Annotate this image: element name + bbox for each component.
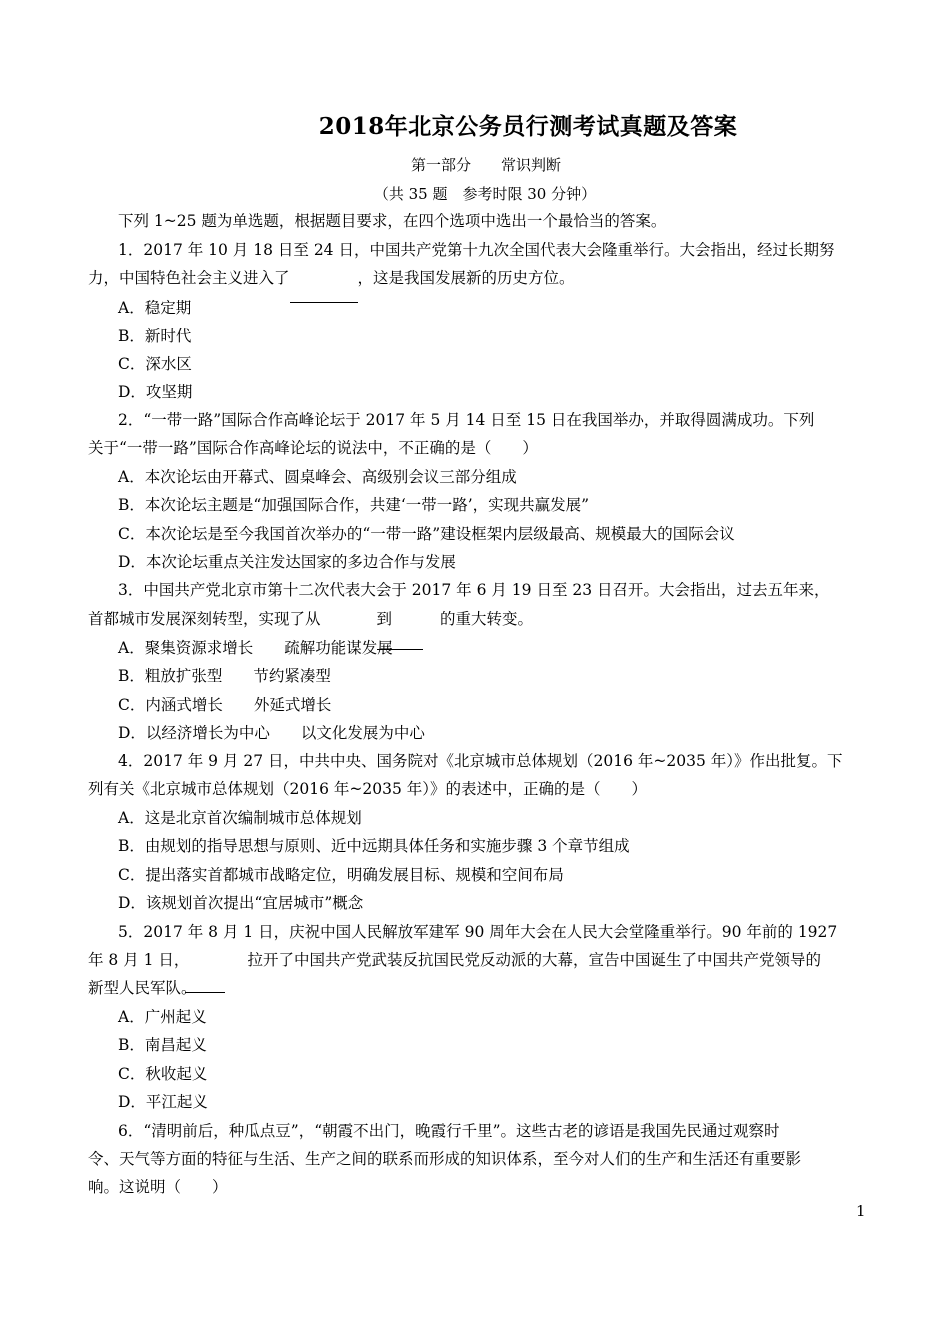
question-4-option-b: B．由规划的指导思想与原则、近中远期具体任务和实施步骤 3 个章节组成 (118, 837, 630, 855)
question-1-option-c: C．深水区 (118, 355, 192, 373)
question-2-stem-line-2: 关于“一带一路”国际合作高峰论坛的说法中，不正确的是（ ） (88, 439, 538, 457)
question-4-option-c: C．提出落实首都城市战略定位，明确发展目标、规模和空间布局 (118, 866, 564, 884)
page-title: 2018年北京公务员行测考试真题及答案 (318, 113, 738, 140)
question-4-option-d: D．该规划首次提出“宜居城市”概念 (118, 894, 364, 912)
question-3-option-d: D．以经济增长为中心 以文化发展为中心 (118, 724, 425, 742)
question-3-stem-text: 首都城市发展深刻转型，实现了从 (88, 610, 321, 628)
question-6-stem-line-2: 令、天气等方面的特征与生活、生产之间的联系而形成的知识体系，至今对人们的生产和生活还有重要影 (88, 1150, 802, 1168)
question-1-stem-line-1: 1．2017 年 10 月 18 日至 24 日，中国共产党第十九次全国代表大会隆重举行。大会指出，经过长期努 (118, 241, 835, 259)
question-4-option-a: A．这是北京首次编制城市总体规划 (118, 809, 362, 827)
question-6-stem-line-3: 响。这说明（ ） (88, 1178, 228, 1196)
question-1-option-a: A．稳定期 (118, 299, 192, 317)
question-2-stem-line-1: 2．“一带一路”国际合作高峰论坛于 2017 年 5 月 14 日至 15 日在我国举办，并取得圆满成功。下列 (118, 411, 815, 429)
question-1-option-d: D．攻坚期 (118, 383, 193, 401)
question-5-option-a: A．广州起义 (118, 1008, 207, 1026)
section-part: 第一部分 (410, 156, 471, 174)
question-5-stem-text: 年 8 月 1 日， (88, 951, 190, 969)
question-5-option-b: B．南昌起义 (118, 1036, 207, 1054)
question-5-option-d: D．平江起义 (118, 1093, 208, 1111)
question-2-option-d: D．本次论坛重点关注发达国家的多边合作与发展 (118, 553, 456, 571)
question-3-stem-text-mid: 到 (376, 610, 393, 628)
section-subtitle: （共 35 题 参考时限 30 分钟） (373, 185, 597, 203)
question-5-stem-line-3 (88, 978, 225, 998)
question-2-option-a: A．本次论坛由开幕式、圆桌峰会、高级别会议三部分组成 (118, 468, 517, 486)
section-name: 常识判断 (501, 156, 562, 174)
question-2-option-c: C．本次论坛是至今我国首次举办的“一带一路”建设框架内层级最高、规模最大的国际会议 (118, 525, 735, 543)
question-3-stem-line-1: 3．中国共产党北京市第十二次代表大会于 2017 年 6 月 19 日至 23 日召开。大会指出，过去五年来， (118, 581, 830, 599)
question-3-stem-line-2 (88, 609, 533, 629)
question-3-option-b: B．粗放扩张型 节约紧凑型 (118, 667, 331, 685)
question-4-stem-line-1: 4．2017 年 9 月 27 日，中共中央、国务院对《北京城市总体规划（2016 年~2035 年）》作出批复。下 (118, 752, 843, 770)
question-5-stem-text-line-3: 新型人民军队。 (88, 979, 197, 997)
question-5-stem-line-2 (88, 950, 821, 970)
question-3-option-a (118, 638, 423, 658)
instruction-text: 下列 1~25 题为单选题，根据题目要求，在四个选项中选出一个最恰当的答案。 (118, 212, 667, 230)
question-3-stem-text-end: 的重大转变。 (440, 610, 534, 628)
question-5-stem-text-end: 拉开了中国共产党武装反抗国民党反动派的大幕，宣告中国诞生了中国共产党领导的 (247, 951, 821, 969)
question-1-stem-text: 力，中国特色社会主义进入了 (88, 269, 290, 287)
question-1-option-b: B．新时代 (118, 327, 192, 345)
question-3-option-c: C．内涵式增长 外延式增长 (118, 696, 332, 714)
question-5-option-c: C．秋收起义 (118, 1065, 208, 1083)
question-5-stem-line-1: 5．2017 年 8 月 1 日，庆祝中国人民解放军建军 90 周年大会在人民大会堂隆重举行。90 年前的 1927 (118, 923, 838, 941)
answer-blank (185, 992, 225, 993)
page-number: 1 (856, 1202, 866, 1220)
question-6-stem-line-1: 6．“清明前后，种瓜点豆”，“朝霞不出门，晚霞行千里”。这些古老的谚语是我国先民通过观察时 (118, 1122, 780, 1140)
section-heading (0, 154, 950, 175)
question-4-stem-line-2: 列有关《北京城市总体规划（2016 年~2035 年）》的表述中，正确的是（ ） (88, 780, 647, 798)
question-3-option-a-text: A．聚集资源求增长 疏解功能谋发展 (118, 639, 393, 657)
question-2-option-b: B．本次论坛主题是“加强国际合作，共建‘一带一路’，实现共赢发展” (118, 496, 590, 514)
answer-blank (377, 649, 423, 650)
answer-blank (290, 268, 358, 303)
question-1-stem-text-end: ，这是我国发展新的历史方位。 (357, 269, 575, 287)
